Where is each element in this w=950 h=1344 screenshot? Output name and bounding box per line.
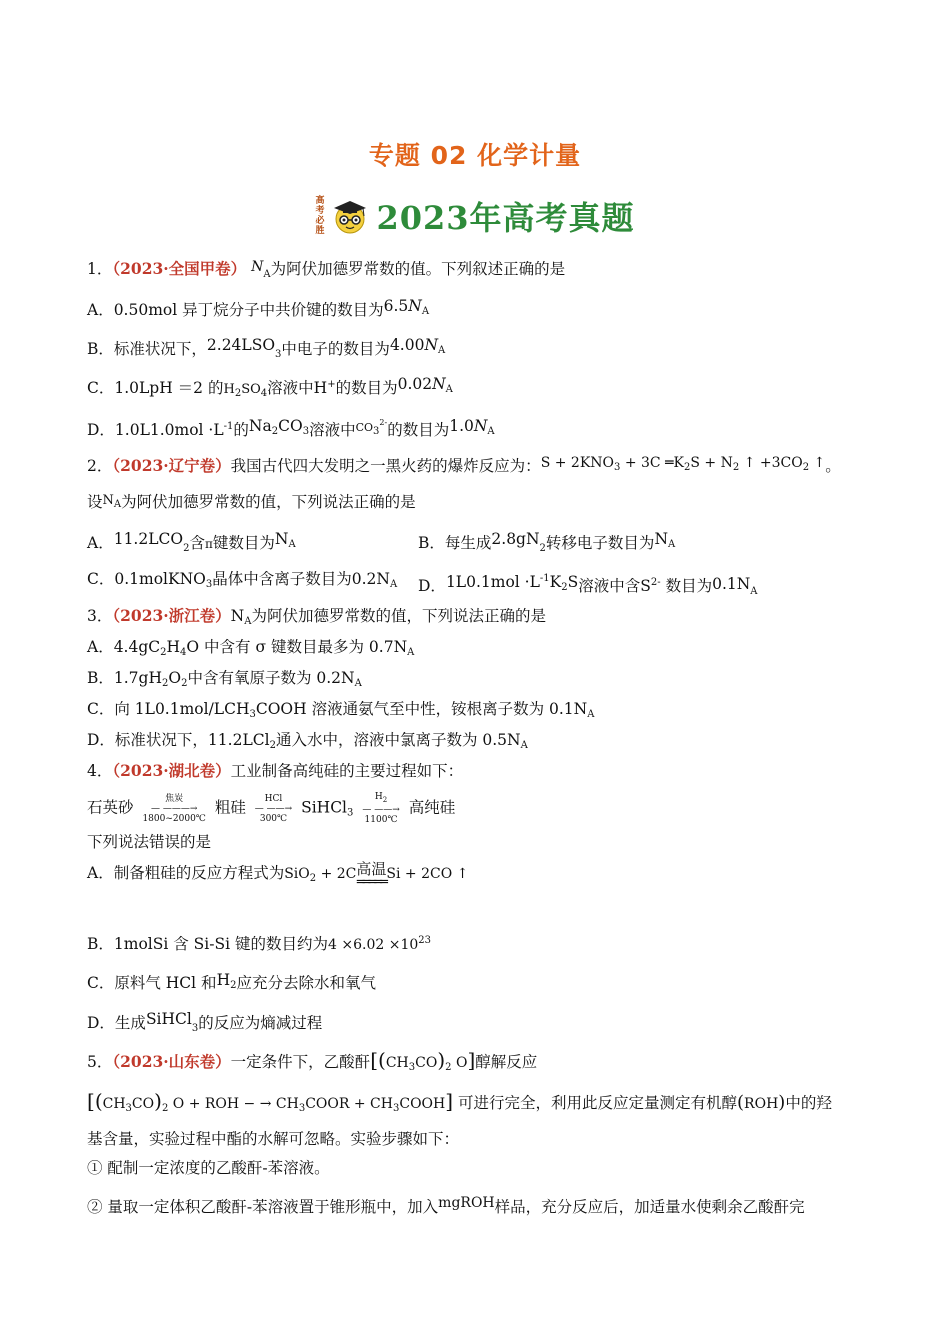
q1-option-a: A．0.50mol 异丁烷分子中共价键的数目为$6.5N_A$: [87, 297, 430, 319]
q2-option-d: D．$1L0.1mol \cdot L^{-1}K_2S$溶液中含$S^{2-}$ 数目为$0.1N_A$: [418, 573, 758, 597]
q1-stem: 1．（2023·全国甲卷） $N_A$为阿伏加德罗常数的值。下列叙述正确的是: [87, 259, 566, 280]
q1-option-c: C．1.0LpH ＝2 的$H_2SO_4$溶液中H+的数目为$0.02N_A$: [87, 375, 453, 399]
q3-option-d: D．标准状况下，11.2LCl$_2$通入水中，溶液中氯离子数为 $0.5N_A$: [87, 731, 528, 751]
section-banner: [0, 190, 950, 242]
q4-stem-2: 下列说法错误的是: [87, 833, 212, 851]
q5-step-2: ② 量取一定体积乙酸酐-苯溶液置于锥形瓶中，加入mgROH样品，充分反应后，加适量水使剩余乙酸酐完: [87, 1195, 805, 1216]
banner-text: 2023年高考真题: [376, 199, 635, 237]
q1-option-d: D．$1.0L1.0mol \cdot L^{-1}$的$Na_2CO_3$溶液中$^{CO_3^{2-}}$的数目为$1.0N_A$: [87, 417, 495, 439]
q2-stem: 2．（2023·辽宁卷）我国古代四大发明之一黑火药的爆炸反应为：$S + 2KNO_3 + 3C$ $═K_2S + N_2$ ↑ $+3CO_2$ ↑。: [87, 455, 841, 475]
q5-step-1: ① 配制一定浓度的乙酸酐-苯溶液。: [87, 1159, 330, 1177]
q4-option-d: D．生成SiHCl$_3$的反应为熵减过程: [87, 1010, 323, 1034]
graduate-mascot-icon: [330, 196, 370, 236]
q4-flow: 石英砂 焦炭 — ———→ 1800~2000℃ 粗硅 HCl — ——→ 300℃ SiHCl$_3$ $H_2$ — ——→ 1100℃ 高纯硅: [87, 792, 456, 825]
q3-stem: 3．（2023·浙江卷）$N_A$为阿伏加德罗常数的值，下列说法正确的是: [87, 606, 546, 627]
q5-line-3: 基含量，实验过程中酯的水解可忽略。实验步骤如下：: [87, 1130, 460, 1148]
q2-option-b: B．每生成$2.8gN_2$转移电子数目为$N_A$: [418, 530, 676, 554]
q2-stem-2: 设$N_A$为阿伏加德罗常数的值，下列说法正确的是: [87, 493, 416, 511]
banner-vertical-text: 高 考 必 胜: [315, 196, 325, 236]
q3-option-c: C．向 $1L0.1mol/LCH_3COOH$ 溶液通氨气至中性，铵根离子数为 $0.1N_A$: [87, 700, 595, 720]
q5-line-2: [$(CH_3CO)_2$ O + ROH − → $CH_3COOR$ + $CH_3COOH$] 可进行完全，利用此反应定量测定有机醇(ROH)中的羟: [87, 1089, 832, 1114]
q1-option-b: B．标准状况下，$2.24LSO_3$中电子的数目为$4.00N_A$: [87, 336, 446, 360]
flow-arrow: $H_2$ — ——→ 1100℃: [362, 792, 400, 825]
q4-option-b: B．1molSi 含 Si-Si 键的数目约为$4 \times 6.02 \times 10^{23}$: [87, 935, 431, 953]
q3-option-b: B．$1.7gH_2O_2$中含有氧原子数为 $0.2N_A$: [87, 669, 362, 689]
flow-arrow: HCl — ——→ 300℃: [254, 793, 293, 824]
flow-arrow: 焦炭 — ———→ 1800~2000℃: [142, 793, 206, 824]
q2-option-c: C．0.1molKNO$_3$晶体中含离子数目为$0.2N_A$: [87, 570, 398, 590]
q3-option-a: A．$4.4gC_2H_4O$ 中含有 σ 键数目最多为 $0.7N_A$: [87, 638, 415, 658]
q2-option-a: A．$11.2LCO_2$含π键数目为$N_A$: [87, 530, 296, 554]
page-title: 专题 02 化学计量: [368, 141, 582, 170]
q4-option-a: A．制备粗硅的反应方程式为SiO$_2$ + 2C 高温 ═════ Si + 2CO ↑: [87, 860, 469, 890]
q4-option-c: C．原料气 HCl 和$H_2$应充分去除水和氧气: [87, 971, 376, 992]
q4-stem: 4．（2023·湖北卷）工业制备高纯硅的主要过程如下：: [87, 761, 464, 780]
q5-stem: 5．（2023·山东卷）一定条件下，乙酸酐[$(CH_3CO)_2$ O]醇解反应: [87, 1048, 538, 1073]
